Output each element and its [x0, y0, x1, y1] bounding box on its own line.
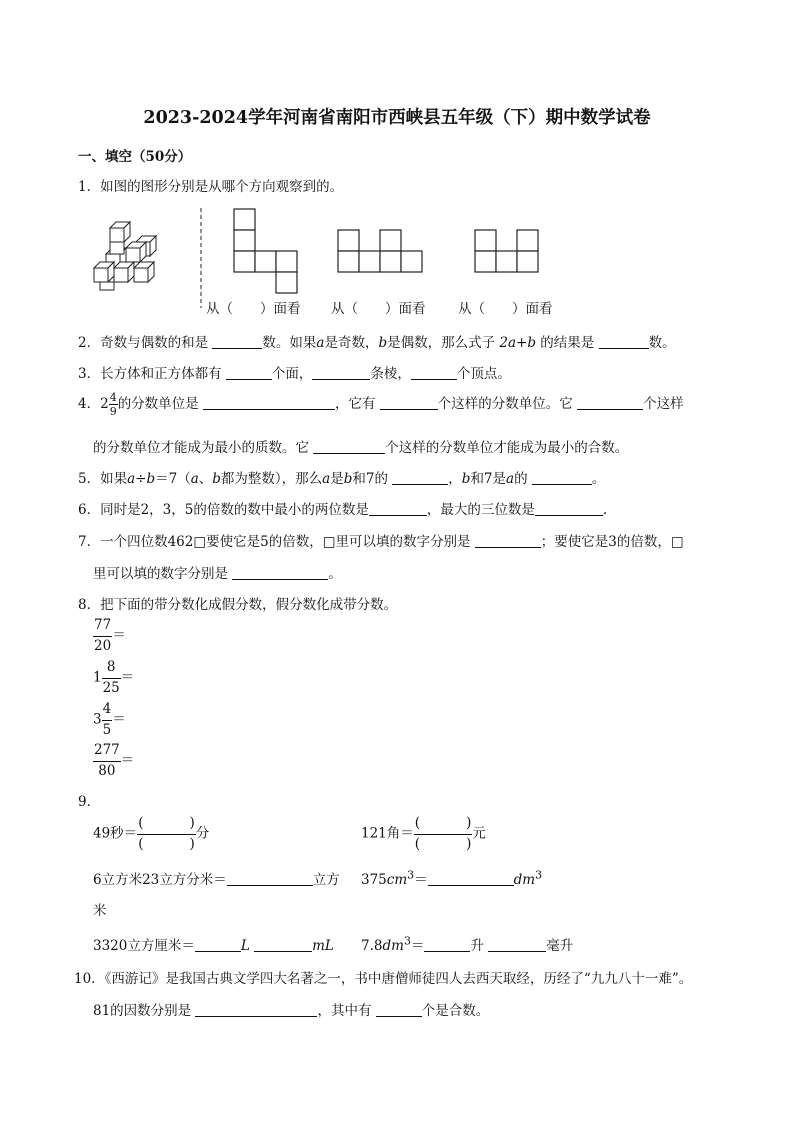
conversion-jiao: 121角＝ $\frac{( )}{( )}$ 元 — [361, 815, 486, 852]
question-10-cont: 81的因数分别是 ，其中有 个是合数。 — [93, 1003, 490, 1019]
blank[interactable] — [532, 470, 592, 485]
conversion-cm3: $375cm^3= dm^3$ — [361, 868, 543, 888]
fraction-item-2: 1 $\frac{8}{25}$ ＝ — [93, 659, 135, 696]
question-3: 3．长方体和正方体都有 个面， 条棱， 个顶点。 — [78, 366, 511, 382]
page-title: 2023-2024学年河南省南阳市西峡县五年级（下）期中数学试卷 — [143, 108, 651, 128]
blank[interactable] — [535, 501, 603, 516]
question-8: 8．把下面的带分数化成假分数，假分数化成带分数。 — [78, 597, 398, 613]
blank[interactable] — [599, 334, 649, 349]
question-10: 10．《西游记》是我国古典文学四大名著之一，书中唐僧师徒四人去西天取经，历经了“九九八十一难”。 — [74, 971, 693, 987]
question-4: 4．2 $\frac{4}{9}$ 的分数单位是 ，它有 个这样的分数单位。它 个这样 — [78, 391, 684, 418]
section-heading: 一、填空（50分） — [78, 149, 192, 165]
blank[interactable] — [313, 439, 385, 454]
question-4-cont: 的分数单位才能成为最小的质数。它 个这样的分数单位才能成为最小的合数。 — [93, 440, 629, 456]
question-9: 9． — [78, 794, 101, 810]
view-figure-3 — [474, 229, 542, 275]
question-2: 2．奇数与偶数的和是 数。如果a是奇数，b是偶数，那么式子 2a+b 的结果是 数。 — [78, 335, 676, 351]
conversion-seconds: 49秒＝ $\frac{( )}{( )}$ 分 — [93, 815, 210, 852]
blank[interactable] — [577, 395, 643, 410]
view-figure-2 — [337, 229, 425, 275]
blank[interactable] — [376, 1002, 422, 1017]
question-7-cont: 里可以填的数字分别是 。 — [93, 566, 342, 582]
fraction-item-1: $\frac{77}{20}$ ＝ — [94, 617, 126, 654]
blank[interactable] — [392, 470, 448, 485]
dashed-divider — [198, 208, 204, 308]
cube-stack-figure — [88, 214, 168, 296]
conversion-dm3: $7.8dm^3=$ 升 毫升 — [361, 934, 574, 954]
blank[interactable] — [227, 871, 313, 886]
blank[interactable] — [212, 334, 262, 349]
question-7: 7．一个四位数462□要使它是5的倍数，□里可以填的数字分别是 ；要使它是3的倍数，□ — [78, 534, 684, 550]
fraction-item-4: $\frac{277}{80}$ ＝ — [94, 742, 135, 779]
caption-view-2: 从（ ）面看 — [331, 301, 426, 317]
caption-view-3: 从（ ）面看 — [458, 301, 553, 317]
question-5: 5．如果a÷b＝7（a、b都为整数），那么a是b和7的 ，b和7是a的 。 — [78, 471, 606, 487]
question-6: 6．同时是2，3，5的倍数的数中最小的两位数是 ，最大的三位数是 . — [78, 502, 608, 518]
blank[interactable] — [380, 395, 438, 410]
blank[interactable] — [195, 937, 241, 952]
conversion-cubic-cm: 3320立方厘米＝ L mL — [93, 938, 334, 954]
question-1: 1．如图的图形分别是从哪个方向观察到的。 — [78, 179, 344, 195]
conversion-cubic-meters: 6立方米23立方分米＝ 立方 — [93, 872, 340, 888]
blank[interactable] — [195, 1002, 317, 1017]
view-figure-1 — [233, 208, 301, 296]
conversion-cubic-meters-unit: 米 — [93, 903, 107, 919]
blank[interactable] — [475, 533, 541, 548]
caption-view-1: 从（ ）面看 — [206, 301, 301, 317]
blank[interactable] — [411, 365, 457, 380]
blank[interactable] — [369, 501, 427, 516]
blank[interactable] — [226, 365, 272, 380]
blank[interactable] — [232, 565, 328, 580]
blank[interactable] — [424, 937, 470, 952]
fraction-item-3: 3 $\frac{4}{5}$ ＝ — [93, 701, 126, 738]
blank[interactable] — [254, 937, 312, 952]
blank[interactable] — [428, 871, 514, 886]
blank[interactable] — [203, 395, 335, 410]
blank[interactable] — [312, 365, 370, 380]
blank[interactable] — [488, 937, 546, 952]
